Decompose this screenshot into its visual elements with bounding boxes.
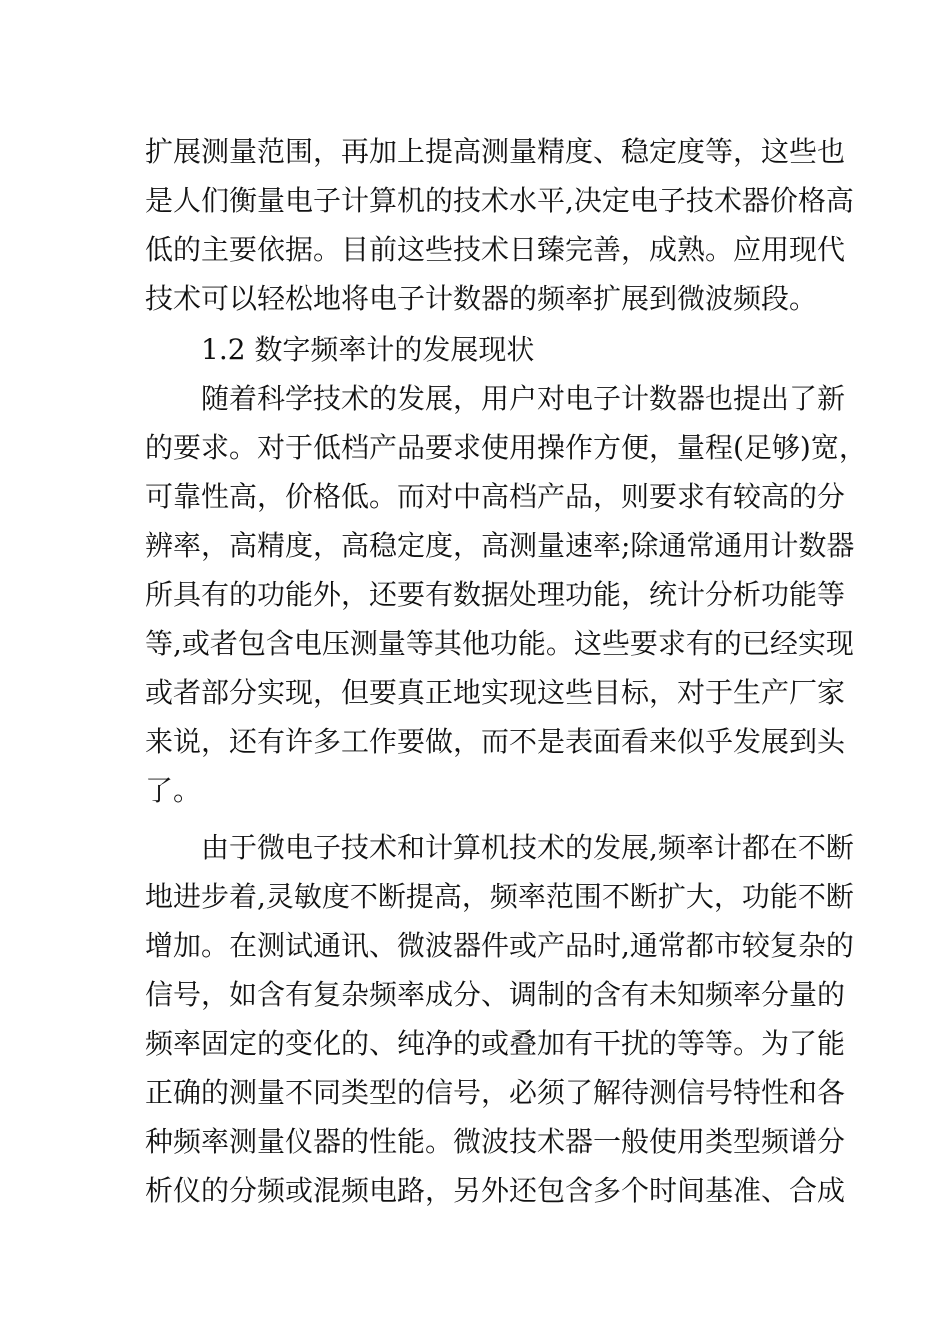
paragraph-2-line-1: 随着科学技术的发展，用户对电子计数器也提出了新 — [201, 382, 846, 415]
paragraph-1-line-2: 是人们衡量电子计算机的技术水平,决定电子技术器价格高 — [145, 184, 854, 217]
paragraph-1-line-3: 低的主要依据。目前这些技术日臻完善，成熟。应用现代 — [145, 233, 846, 266]
paragraph-2-line-8: 来说，还有许多工作要做，而不是表面看来似乎发展到头 — [145, 725, 846, 758]
paragraph-2-line-4: 辨率，高精度，高稳定度，高测量速率;除通常通用计数器 — [145, 529, 855, 562]
paragraph-3-line-8: 析仪的分频或混频电路，另外还包含多个时间基准、合成 — [145, 1174, 846, 1207]
section-heading: 1.2 数字频率计的发展现状 — [201, 333, 535, 366]
paragraph-3-line-6: 正确的测量不同类型的信号，必须了解待测信号特性和各 — [145, 1076, 846, 1109]
paragraph-1-line-1: 扩展测量范围，再加上提高测量精度、稳定度等，这些也 — [145, 135, 846, 168]
paragraph-2-line-3: 可靠性高，价格低。而对中高档产品，则要求有较高的分 — [145, 480, 846, 513]
paragraph-2-line-9: 了。 — [145, 774, 202, 807]
paragraph-2-line-7: 或者部分实现，但要真正地实现这些目标，对于生产厂家 — [145, 676, 846, 709]
paragraph-3-line-3: 增加。在测试通讯、微波器件或产品时,通常都市较复杂的 — [145, 929, 854, 962]
paragraph-2-line-5: 所具有的功能外，还要有数据处理功能，统计分析功能等 — [145, 578, 846, 611]
paragraph-3-line-2: 地进步着,灵敏度不断提高，频率范围不断扩大，功能不断 — [145, 880, 854, 913]
paragraph-3-line-7: 种频率测量仪器的性能。微波技术器一般使用类型频谱分 — [145, 1125, 846, 1158]
paragraph-3-line-5: 频率固定的变化的、纯净的或叠加有干扰的等等。为了能 — [145, 1027, 846, 1060]
paragraph-2-line-2: 的要求。对于低档产品要求使用操作方便，量程(足够)宽， — [145, 431, 867, 464]
paragraph-3-line-4: 信号，如含有复杂频率成分、调制的含有未知频率分量的 — [145, 978, 846, 1011]
paragraph-3-line-1: 由于微电子技术和计算机技术的发展,频率计都在不断 — [201, 831, 854, 864]
paragraph-2-line-6: 等,或者包含电压测量等其他功能。这些要求有的已经实现 — [145, 627, 854, 660]
paragraph-1-line-4: 技术可以轻松地将电子计数器的频率扩展到微波频段。 — [145, 282, 818, 315]
